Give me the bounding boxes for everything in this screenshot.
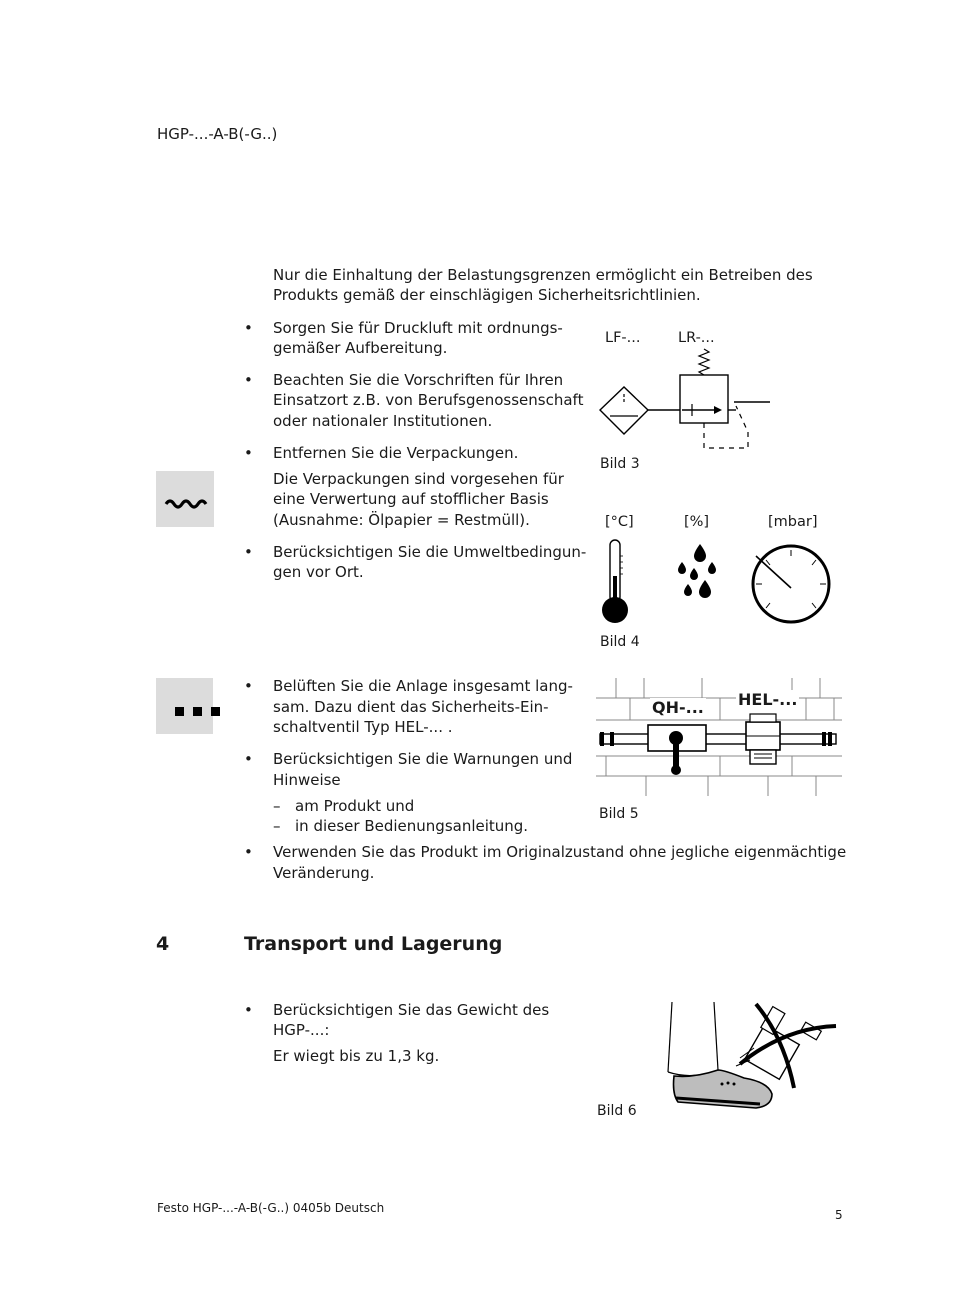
bullet-text: Veränderung. [273,864,375,882]
label-lr: LR-... [678,330,715,346]
label-humidity: [%] [684,514,710,530]
weight-note: Er wiegt bis zu 1,3 kg. [273,1047,440,1065]
recycling-note-icon [156,471,214,527]
bullet-text: gen vor Ort. [273,563,364,581]
valve-installation-diagram [596,678,842,798]
bullet-text: gemäßer Aufbereitung. [273,339,448,357]
bullet-marker: • [244,444,253,462]
bullet-marker: • [244,677,253,695]
packaging-note-line: Die Verpackungen sind vorgesehen für [273,470,564,488]
bullet-text: schaltventil Typ HEL-... . [273,718,453,736]
packaging-note-line: (Ausnahme: Ölpapier = Restmüll). [273,511,530,529]
bullet-marker: • [244,843,253,861]
label-temperature: [°C] [605,514,634,530]
bullet-marker: • [244,319,253,337]
pressure-gauge-icon [753,546,829,622]
bullet-text: Berücksichtigen Sie die Umweltbedingun- [273,543,587,561]
caption-bild-6: Bild 6 [597,1103,637,1119]
bullet-marker: • [244,750,253,768]
caption-bild-5: Bild 5 [599,806,639,822]
thermometer-icon [602,540,628,623]
bullet-text: Belüften Sie die Anlage insgesamt lang- [273,677,573,695]
bullet-text: Berücksichtigen Sie das Gewicht des [273,1001,550,1019]
bullet-text: sam. Dazu dient das Sicherheits-Ein- [273,698,549,716]
section-title: Transport und Lagerung [244,933,503,955]
intro-line-1: Nur die Einhaltung der Belastungsgrenzen ermöglicht ein Betreiben des [273,266,813,284]
bullet-text: Berücksichtigen Sie die Warnungen und [273,750,573,768]
squares-icon [156,678,213,734]
bullet-text: Verwenden Sie das Produkt im Originalzustand ohne jegliche eigenmächtige [273,843,847,861]
footer-doc-info: Festo HGP-...-A-B(-G..) 0405b Deutsch [157,1201,385,1215]
intro-line-2: Produkts gemäß der einschlägigen Sicherheitsrichtlinien. [273,286,701,304]
humidity-droplets-icon [678,544,716,598]
dash-marker: – [273,817,281,835]
bullet-marker: • [244,543,253,561]
page-number: 5 [835,1208,843,1222]
section-number: 4 [156,933,170,955]
environment-conditions-diagram [596,536,836,628]
wave-icon [156,471,214,527]
bullet-text: HGP-...: [273,1021,330,1039]
label-qh: QH-... [652,698,704,717]
bullet-marker: • [244,1001,253,1019]
caption-bild-4: Bild 4 [600,634,640,650]
caption-bild-3: Bild 3 [600,456,640,472]
bullet-text: Einsatzort z.B. von Berufsgenossenschaft [273,391,584,409]
filter-regulator-diagram [596,344,776,454]
header-doc-id: HGP-...-A-B(-G..) [157,125,278,143]
bullet-text: Hinweise [273,771,341,789]
bullet-marker: • [244,371,253,389]
packaging-note-line: eine Verwertung auf stofflicher Basis [273,490,549,508]
label-hel: HEL-... [738,690,798,709]
bullet-text: Beachten Sie die Vorschriften für Ihren [273,371,564,389]
dash-text: in dieser Bedienungsanleitung. [295,817,529,835]
bullet-text: Entfernen Sie die Verpackungen. [273,444,519,462]
dash-text: am Produkt und [295,797,415,815]
instruction-note-icon [156,678,213,734]
label-pressure: [mbar] [768,514,818,530]
bullet-text: oder nationaler Institutionen. [273,412,493,430]
label-lf: LF-... [605,330,641,346]
do-not-kick-diagram [664,998,842,1116]
dash-marker: – [273,797,281,815]
bullet-text: Sorgen Sie für Druckluft mit ordnungs- [273,319,563,337]
